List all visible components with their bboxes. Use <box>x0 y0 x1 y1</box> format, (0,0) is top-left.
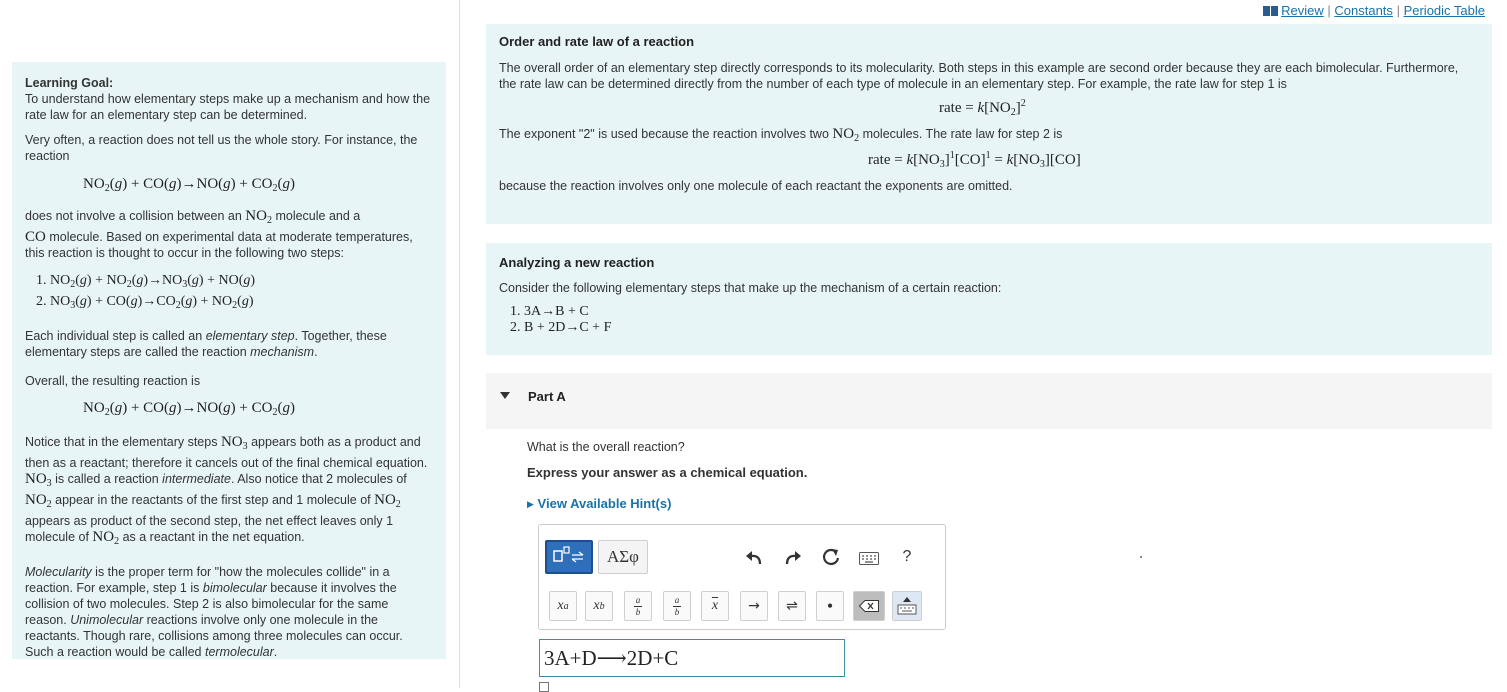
overline-key[interactable]: $\overline{x}$ <box>701 591 729 621</box>
order-text-3: because the reaction involves only one molecule of each reactant the exponents are omitted. <box>499 179 1013 193</box>
review-link[interactable]: Review <box>1281 3 1324 18</box>
keyboard-shortcuts-button[interactable] <box>857 549 881 567</box>
order-box-title: Order and rate law of a reaction <box>499 34 695 49</box>
analyze-box-title: Analyzing a new reaction <box>499 255 655 270</box>
backspace-key[interactable] <box>853 591 885 621</box>
undo-icon <box>745 549 763 565</box>
notice-text: Notice that in the elementary steps $NO_3$ appears both as a product and then as a reactant; therefore it cancels out of the final chemical equation. $NO_3$ is called a reaction intermediate. Also notice that 2 molecules of $NO_2$ appear in the reactants of the first step and 1 molecule of $NO_2$ appears as product of the second step, the net effect leaves only 1 molecule of $NO_2$ as a reactant in the net equation. <box>25 434 428 547</box>
answer-input[interactable] <box>544 645 840 671</box>
new-steps-list <box>499 304 1479 336</box>
templates-button[interactable] <box>545 540 593 574</box>
periodic-table-link[interactable]: Periodic Table <box>1403 3 1485 18</box>
analyzing-box <box>486 243 1492 355</box>
answer-instruction: Express your answer as a chemical equation. <box>527 465 808 480</box>
superscript-key[interactable]: x a <box>549 591 577 621</box>
order-rate-law-box <box>486 24 1492 224</box>
molecularity-text: Molecularity is the proper term for "how the molecules collide" in a reaction. For example, step 1 is bimolecular because it involves the collision of two molecules. Step 2 is also bimolecular for the same reason. Unimolecular reactions involve only one molecule in the reactants. Though rare, collisions among three molecules can occur. Such a reaction would be called termolecular. <box>25 565 403 659</box>
redo-icon <box>784 549 802 565</box>
overall-equation: $NO_2(g) + CO(g)\to NO(g) + CO_2(g)$ <box>83 176 295 194</box>
order-text-2: The exponent "2" is used because the reaction involves two $NO_2$ molecules. The rate law for step 2 is <box>499 126 1063 144</box>
greek-symbols-button[interactable]: ΑΣφ <box>598 540 648 574</box>
analyze-text: Consider the following elementary steps that make up the mechanism of a certain reaction: <box>499 281 1002 295</box>
overall-equation-repeat: $NO_2(g) + CO(g)\to NO(g) + CO_2(g)$ <box>83 400 295 418</box>
collision-text: does not involve a collision between an $NO_2$ molecule and a CO molecule. Based on experimental data at moderate temperatures, this reaction is thought to occur in the following two steps: <box>25 208 413 260</box>
goal-heading: Learning Goal: <box>25 76 114 90</box>
reset-button[interactable] <box>819 545 843 569</box>
undo-button[interactable] <box>742 545 766 569</box>
learning-goal-panel <box>12 62 446 659</box>
view-hints-label: View Available Hint(s) <box>537 496 672 511</box>
stray-dot <box>1140 556 1142 558</box>
rate-law-step1: rate = $k[NO_2]^2$ <box>939 98 1026 118</box>
list-item: 2. B + 2D→C + F <box>524 320 1479 336</box>
rate-law-step2: rate = $k[NO_3]^1[CO]^1 = k[NO_3][CO]$ <box>868 150 1081 170</box>
goal-text: To understand how elementary steps make up a mechanism and how the rate law for an elementary step can be determined. <box>25 92 431 122</box>
keyboard-up-icon <box>897 596 917 616</box>
top-links <box>1263 3 1485 18</box>
answer-box[interactable] <box>539 639 845 677</box>
elementary-text: Each individual step is called an elementary step. Together, these elementary steps are called the reaction mechanism. <box>25 329 387 359</box>
part-a-header[interactable] <box>486 373 1492 429</box>
book-icon <box>1263 6 1278 16</box>
link-separator: | <box>1396 3 1400 18</box>
equilibrium-arrow-key[interactable]: ⇌ <box>778 591 806 621</box>
redo-button[interactable] <box>781 545 805 569</box>
list-item: 1. 3A→B + C <box>524 304 1479 320</box>
question-text: What is the overall reaction? <box>527 440 685 454</box>
help-button[interactable]: ? <box>902 548 912 565</box>
fraction-key[interactable]: $\frac{a}{b}$ <box>624 591 652 621</box>
intro-text: Very often, a reaction does not tell us the whole story. For instance, the reaction <box>25 133 418 163</box>
constants-link[interactable]: Constants <box>1334 3 1393 18</box>
caret-right-icon: ▶ <box>527 499 534 509</box>
equation-editor <box>538 524 946 630</box>
link-separator: | <box>1327 3 1331 18</box>
keyboard-toggle-key[interactable] <box>892 591 922 621</box>
reaction-arrow-key[interactable]: → <box>740 591 768 621</box>
list-item: 2. $NO_3(g) + CO(g)\to CO_2(g) + NO_2(g)$ <box>50 293 433 314</box>
order-text-1: The overall order of an elementary step directly corresponds to its molecularity. Both steps in this example are second order because they are each bimolecular. Furthermore, the rate law can be determined directly from the number of each type of molecule in an elementary step. For example, the rate law for step 1 is <box>499 61 1459 91</box>
left-steps-list <box>25 272 433 314</box>
view-hints-link[interactable] <box>527 496 671 511</box>
list-item: 1. $NO_2(g) + NO_2(g)\to NO_3(g) + NO(g)$ <box>50 272 433 293</box>
keyboard-icon <box>859 552 879 565</box>
part-a-title: Part A <box>528 389 566 404</box>
templates-icon <box>552 546 586 568</box>
collapse-toggle-icon[interactable] <box>500 392 510 399</box>
subscript-key[interactable]: x b <box>585 591 613 621</box>
no-reaction-checkbox[interactable] <box>539 682 549 692</box>
overall-label: Overall, the resulting reaction is <box>25 374 201 388</box>
reset-icon <box>822 548 840 566</box>
vertical-divider <box>459 0 460 688</box>
backspace-icon <box>859 600 879 612</box>
small-fraction-key[interactable]: $\frac{a}{b}$ <box>663 591 691 621</box>
dot-key[interactable]: • <box>816 591 844 621</box>
